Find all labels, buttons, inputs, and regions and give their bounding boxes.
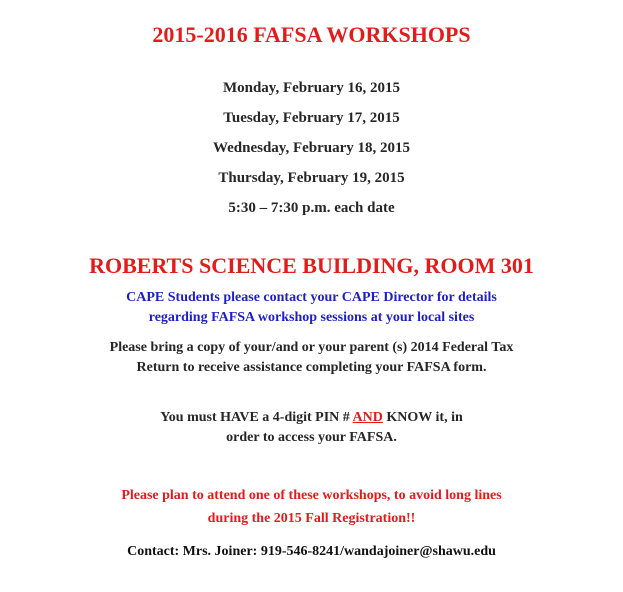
contact-info: Contact: Mrs. Joiner: 919-546-8241/wandajoiner@shawu.edu [127, 544, 496, 559]
workshop-time: 5:30 – 7:30 p.m. each date [228, 200, 395, 216]
pin-notice-after: KNOW it, in [382, 410, 463, 425]
attend-notice-line: Please plan to attend one of these workshops, to avoid long lines [121, 488, 502, 503]
workshop-location: ROBERTS SCIENCE BUILDING, ROOM 301 [89, 253, 534, 278]
workshop-date: Tuesday, February 17, 2015 [223, 110, 400, 126]
cape-notice-line: CAPE Students please contact your CAPE Director for details [126, 290, 497, 305]
pin-notice-line [0, 411, 623, 425]
cape-notice-line: regarding FAFSA workshop sessions at your local sites [148, 310, 475, 325]
workshop-date: Monday, February 16, 2015 [222, 80, 401, 96]
attend-notice-line: during the 2015 Fall Registration!! [207, 511, 416, 526]
workshop-date: Wednesday, February 18, 2015 [212, 140, 411, 156]
tax-return-notice-line: Please bring a copy of your/and or your parent (s) 2014 Federal Tax [109, 340, 514, 355]
pin-notice-line-2: order to access your FAFSA. [226, 430, 397, 445]
flyer-title: 2015-2016 FAFSA WORKSHOPS [152, 22, 471, 47]
workshop-date: Thursday, February 19, 2015 [218, 170, 405, 186]
pin-notice-before: You must HAVE a 4-digit PIN # [160, 410, 353, 425]
pin-notice-emphasis: AND [352, 410, 383, 425]
tax-return-notice-line: Return to receive assistance completing your FAFSA form. [136, 360, 487, 375]
